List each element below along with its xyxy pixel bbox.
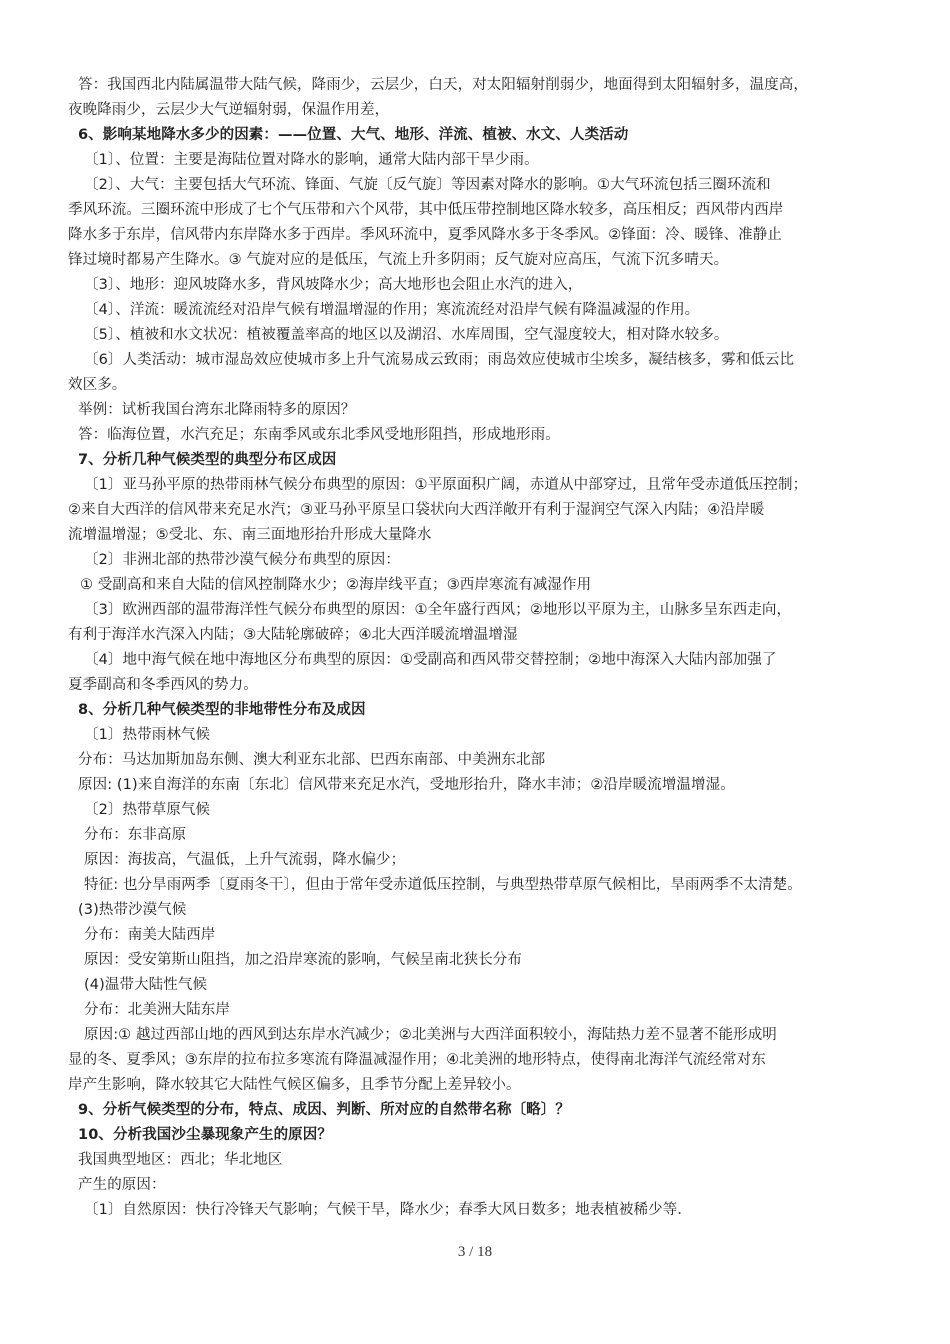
list-item: 〔1〕自然原因：快行冷锋天气影响；气候干旱，降水少；春季大风日数多；地表植被稀少等． <box>84 1202 692 1218</box>
section-heading-6: 6、影响某地降水多少的因素：——位置、大气、地形、洋流、植被、水文、人类活动 <box>78 127 629 143</box>
text-line: 有利于海洋水汽深入内陆；③大陆轮廓破碎；④北大西洋暖流增温增湿 <box>68 627 518 643</box>
text-line: 分布：马达加斯加岛东侧、澳大利亚东北部、巴西东南部、中美洲东北部 <box>78 752 546 768</box>
list-item: 〔4〕、洋流：暖流流经对沿岸气候有增温增湿的作用；寒流流经对沿岸气候有降温减湿的作用。 <box>84 302 700 318</box>
text-line: 锋过境时都易产生降水。③ 气旋对应的是低压，气流上升多阴雨；反气旋对应高压，气流下沉多晴天。 <box>68 252 729 268</box>
sub-heading: (4)温带大陆性气候 <box>84 977 208 993</box>
text-line: 流增温增湿；⑤受北、东、南三面地形抬升形成大量降水 <box>68 527 432 543</box>
text-line: 特征: 也分旱雨两季〔夏雨冬干〕，但由于常年受赤道低压控制，与典型热带草原气候相比，旱雨两季不太清楚。 <box>84 877 802 893</box>
sub-heading: (3)热带沙漠气候 <box>78 902 187 918</box>
text-line: 岸产生影响，降水较其它大陆性气候区偏多，且季节分配上差异较小。 <box>68 1077 521 1093</box>
text-line: ① 受副高和来自大陆的信风控制降水少；②海岸线平直；③西岸寒流有减湿作用 <box>80 577 592 593</box>
text-line: 效区多。 <box>68 377 127 393</box>
page-number: 3 / 18 <box>457 1244 493 1260</box>
list-item: 〔4〕地中海气候在地中海地区分布典型的原因：①受副高和西风带交替控制；②地中海深入大陆内部加强了 <box>84 652 777 668</box>
text-line: 原因：海拔高，气温低，上升气流弱，降水偏少； <box>84 852 406 868</box>
answer-line: 答：临海位置，水汽充足；东南季风或东北季风受地形阻挡，形成地形雨。 <box>78 427 560 443</box>
list-item: 〔2〕非洲北部的热带沙漠气候分布典型的原因： <box>84 552 400 568</box>
text-line: 分布：东非高原 <box>84 827 187 843</box>
text-line: 显的冬、夏季风；③东岸的拉布拉多寒流有降温减湿作用；④北美洲的地形特点，使得南北海洋气流经常对东 <box>68 1052 766 1068</box>
text-line: 原因：受安第斯山阻挡，加之沿岸寒流的影响，气候呈南北狭长分布 <box>84 952 522 968</box>
answer-line: 答：我国西北内陆属温带大陆气候，降雨少，云层少，白天，对太阳辐射削弱少，地面得到太阳辐射多，温度高， <box>78 77 808 93</box>
text-line: 我国典型地区：西北；华北地区 <box>78 1152 283 1168</box>
text-line: 原因: (1)来自海洋的东南〔东北〕信风带来充足水汽，受地形抬升，降水丰沛；②沿岸暖流增温增湿。 <box>78 777 735 793</box>
list-item: 〔1〕、位置：主要是海陆位置对降水的影响，通常大陆内部干旱少雨。 <box>84 152 539 168</box>
list-item: 〔2〕、大气：主要包括大气环流、锋面、气旋〔反气旋〕等因素对降水的影响。①大气环流包括三圈环流和 <box>84 177 771 193</box>
text-line: 季风环流。三圈环流中形成了七个气压带和六个风带，其中低压带控制地区降水较多，高压相反；西风带内西岸 <box>68 202 784 218</box>
example-line: 举例：试析我国台湾东北降雨特多的原因？ <box>78 402 356 418</box>
sub-heading: 〔1〕热带雨林气候 <box>84 727 211 743</box>
section-heading-7: 7、分析几种气候类型的典型分布区成因 <box>78 452 337 468</box>
text-line: 夜晚降雨少，云层少大气逆辐射弱，保温作用差， <box>68 102 390 118</box>
section-heading-10: 10、分析我国沙尘暴现象产生的原因？ <box>78 1127 332 1143</box>
sub-heading: 〔2〕热带草原气候 <box>84 802 211 818</box>
document-body <box>68 73 898 1223</box>
section-heading-8: 8、分析几种气候类型的非地带性分布及成因 <box>78 702 366 718</box>
list-item: 〔5〕、植被和水文状况：植被覆盖率高的地区以及湖沼、水库周围，空气湿度较大，相对降水较多。 <box>84 327 729 343</box>
text-line: 产生的原因： <box>78 1177 166 1193</box>
list-item: 〔3〕、地形：迎风坡降水多，背风坡降水少；高大地形也会阻止水汽的进入， <box>84 277 583 293</box>
text-line: 原因:① 越过西部山地的西风到达东岸水汽减少；②北美洲与大西洋面积较小，海陆热力差不显著不能形成明 <box>84 1027 777 1043</box>
list-item: 〔3〕欧洲西部的温带海洋性气候分布典型的原因：①全年盛行西风；②地形以平原为主，山脉多呈东西走向， <box>84 602 792 618</box>
list-item: 〔6〕人类活动：城市湿岛效应使城市多上升气流易成云致雨；雨岛效应使城市尘埃多，凝结核多，雾和低云比 <box>84 352 795 368</box>
list-item: 〔1〕亚马孙平原的热带雨林气候分布典型的原因：①平原面积广阔，赤道从中部穿过，且常年受赤道低压控制； <box>84 477 808 493</box>
text-line: ②来自大西洋的信风带来充足水汽；③亚马孙平原呈口袋状向大西洋敞开有利于湿润空气深入内陆；④沿岸暖 <box>68 502 765 518</box>
text-line: 夏季副高和冬季西风的势力。 <box>68 677 258 693</box>
text-line: 分布：北美洲大陆东岸 <box>84 1002 230 1018</box>
text-line: 分布：南美大陆西岸 <box>84 927 216 943</box>
text-line: 降水多于东岸，信风带内东岸降水多于西岸。季风环流中，夏季风降水多于冬季风。②锋面：冷、暖锋、准静止 <box>68 227 782 243</box>
section-heading-9: 9、分析气候类型的分布，特点、成因、判断、所对应的自然带名称〔略〕？ <box>78 1102 570 1118</box>
